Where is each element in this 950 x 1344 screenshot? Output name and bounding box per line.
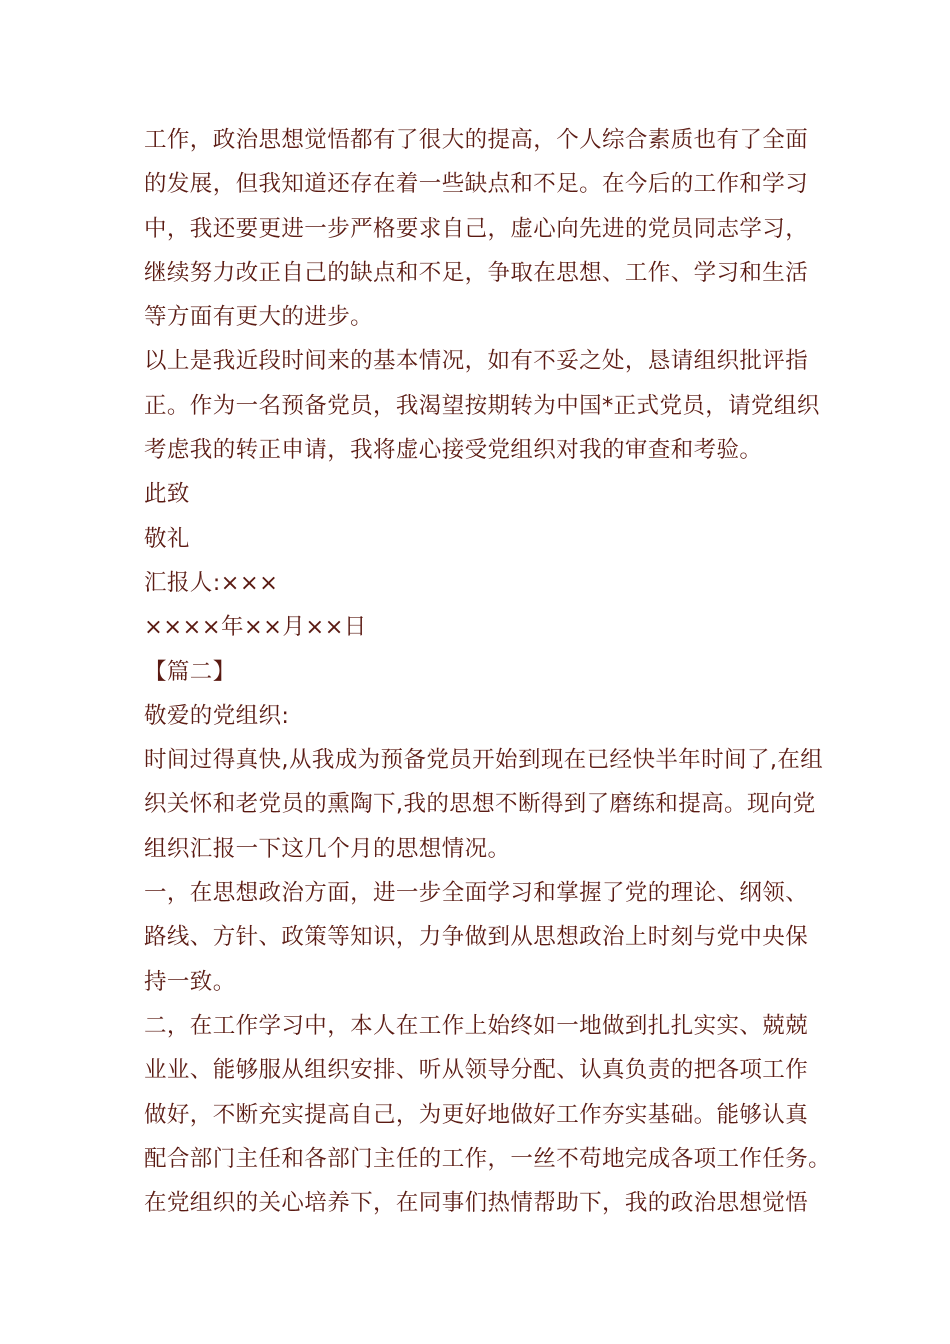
text-line: 时间过得真快,从我成为预备党员开始到现在已经快半年时间了,在组 — [144, 747, 824, 774]
section-heading: 【篇二】 — [144, 658, 236, 685]
text-line: 二，在工作学习中，本人在工作上始终如一地做到扎扎实实、兢兢 — [144, 1012, 809, 1039]
document-body — [144, 118, 832, 1225]
text-line: 持一致。 — [144, 968, 236, 995]
signature-reporter: 汇报人:××× — [144, 569, 279, 596]
text-line: 一，在思想政治方面，进一步全面学习和掌握了党的理论、纲领、 — [144, 880, 809, 907]
text-line: 正。作为一名预备党员，我渴望按期转为中国*正式党员，请党组织 — [144, 392, 820, 419]
text-line: 工作，政治思想觉悟都有了很大的提高，个人综合素质也有了全面 — [144, 127, 809, 153]
letter-salutation: 敬爱的党组织: — [144, 702, 290, 729]
text-line: 在党组织的关心培养下，在同事们热情帮助下，我的政治思想觉悟 — [144, 1190, 809, 1217]
signature-date: ××××年××月××日 — [144, 614, 367, 641]
text-line: 路线、方针、政策等知识，力争做到从思想政治上时刻与党中央保 — [144, 924, 809, 951]
text-line: 考虑我的转正申请，我将虚心接受党组织对我的审查和考验。 — [144, 437, 763, 464]
text-line: 以上是我近段时间来的基本情况，如有不妥之处，恳请组织批评指 — [144, 348, 809, 375]
text-line: 组织汇报一下这几个月的思想情况。 — [144, 835, 511, 862]
closing-regards: 敬礼 — [144, 525, 190, 552]
text-line: 等方面有更大的进步。 — [144, 304, 374, 331]
text-line: 的发展，但我知道还存在着一些缺点和不足。在今后的工作和学习 — [144, 171, 809, 198]
text-line: 业业、能够服从组织安排、听从领导分配、认真负责的把各项工作 — [144, 1057, 809, 1084]
text-line: 配合部门主任和各部门主任的工作，一丝不苟地完成各项工作任务。 — [144, 1145, 832, 1172]
closing-salutation: 此致 — [144, 481, 190, 508]
text-line: 中，我还要更进一步严格要求自己，虚心向先进的党员同志学习， — [144, 215, 809, 242]
text-line: 织关怀和老党员的熏陶下,我的思想不断得到了磨练和提高。现向党 — [144, 791, 816, 818]
text-line: 做好，不断充实提高自己，为更好地做好工作夯实基础。能够认真 — [144, 1101, 809, 1128]
text-line: 继续努力改正自己的缺点和不足，争取在思想、工作、学习和生活 — [144, 259, 809, 286]
